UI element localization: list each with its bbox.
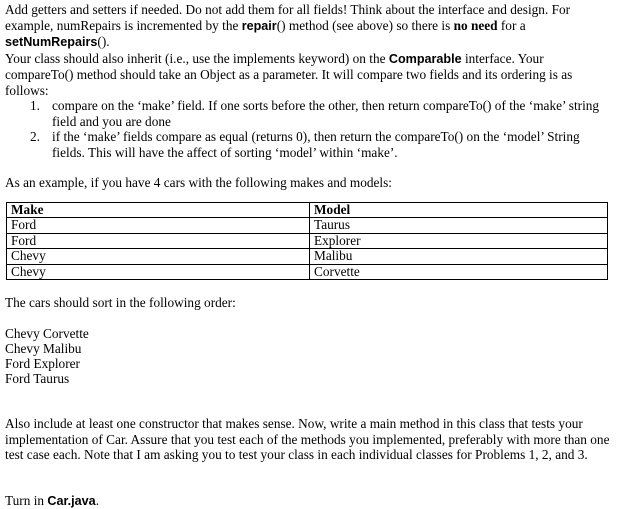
table-row [7,264,608,280]
make-header: Make [7,202,310,218]
step-number: 2. [30,129,40,144]
model-cell: Explorer [310,233,608,249]
spacer [5,280,611,295]
make-cell: Chevy [7,249,310,265]
table-row [7,218,608,234]
make-cell: Ford [7,233,310,249]
comparable-interface-name: Comparable [388,51,462,66]
sort-intro: The cars should sort in the following order: [5,295,236,310]
make-cell: Ford [7,218,310,234]
no-need-emphasis: no need [453,17,498,33]
list-item: Chevy Corvette [5,325,89,341]
comparable-text: Your class should also inherit (i.e., use the implements keyword) on the [5,50,389,66]
setter-method-name: setNumRepairs [5,35,98,49]
list-item: Ford Taurus [5,371,70,387]
spacer [5,386,611,401]
spacer [5,311,611,326]
intro-paragraph [5,2,611,51]
intro-text: for a [497,17,526,33]
turnin-label: Turn in [5,492,48,508]
ordering-steps [5,98,611,160]
spacer [5,401,611,416]
table-row [7,233,608,249]
list-item: Ford Explorer [5,355,80,371]
turnin-line [5,493,611,509]
make-cell: Chevy [7,264,310,280]
ordering-step [5,129,611,160]
table-row [7,249,608,265]
model-cell: Taurus [310,218,608,234]
intro-text: (). [97,34,110,49]
document-page [5,2,611,509]
table-header-row [7,202,608,218]
intro-text: () method (see above) so there is [276,17,454,33]
turnin-end: . [95,492,100,508]
cars-table [6,202,608,281]
step-text: if the ‘make’ fields compare as equal (returns 0), then return the compareTo() on the ‘model’ String fields. This will have the affect of sorting ‘model’ within ‘make’. [52,129,580,160]
spacer [5,160,611,175]
step-text: compare on the ‘make’ field. If one sorts before the other, then return compareTo() of the ‘make’ string field and you are done [52,98,600,129]
model-cell: Malibu [310,249,608,265]
model-cell: Corvette [310,264,608,280]
turnin-filename: Car.java [47,493,96,508]
repair-method-name: repair [241,18,277,33]
spacer [5,478,611,493]
list-item: Chevy Malibu [5,340,82,356]
comparable-paragraph [5,51,611,99]
ordering-step [5,98,611,129]
spacer [5,463,611,478]
comparable-text: interface. Your compareTo() method should take an Object as a parameter. It will compare two fields and its ordering is as follows: [5,50,573,98]
example-intro: As an example, if you have 4 cars with the following makes and models: [5,175,392,190]
closing-paragraph: Also include at least one constructor that makes sense. Now, write a main method in this class that tests your implementation of Car. Assure that you test each of the methods you implemented, preferably with more than one test case each. Note that I am asking you to test your class in each individual classes for Problems 1, 2, and 3. [5,416,610,463]
intro-text: Add getters and setters if needed. Do not add them for all fields! Think about the interface and design. For example, numRepairs is incremented by the [5,2,571,33]
sorted-list [5,326,611,387]
step-number: 1. [30,98,40,113]
model-header: Model [310,202,608,218]
